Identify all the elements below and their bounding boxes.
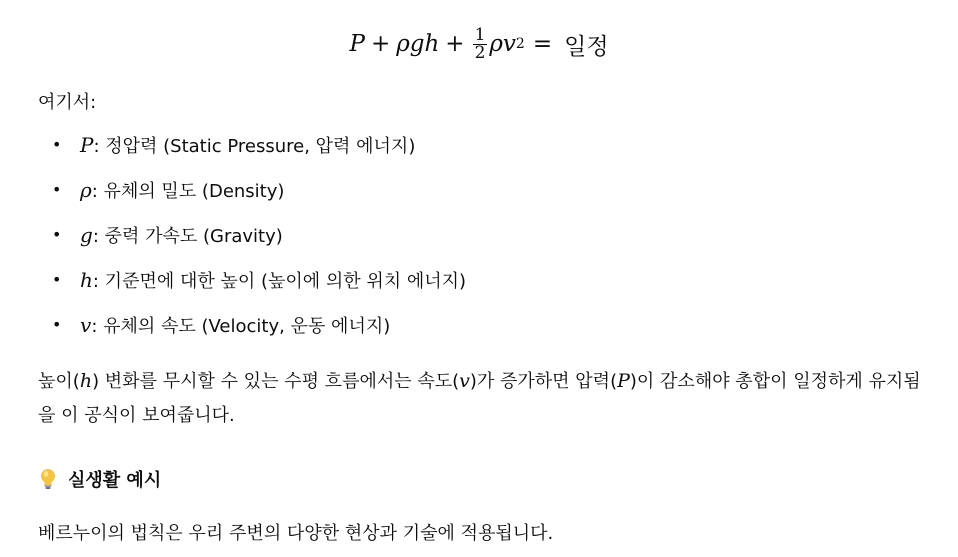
symbol: ρ xyxy=(80,177,92,202)
eq-fraction-numerator: 1 xyxy=(474,24,486,45)
section-title: 실생활 예시 xyxy=(68,470,162,491)
lightbulb-icon xyxy=(38,467,58,491)
paragraph-text: 높이( xyxy=(38,371,80,392)
symbol: v xyxy=(80,312,92,337)
list-item xyxy=(38,302,466,347)
definition-text: : 유체의 속도 (Velocity, 운동 에너지) xyxy=(91,315,391,337)
bernoulli-equation xyxy=(0,16,958,72)
bullet-icon: • xyxy=(52,225,62,244)
section-heading xyxy=(38,466,161,492)
eq-plus-2: + xyxy=(445,31,465,57)
symbol-h: h xyxy=(79,370,93,392)
bullet-icon: • xyxy=(52,315,62,334)
eq-fraction-denominator: 2 xyxy=(474,42,486,63)
symbol-v: v xyxy=(459,370,470,392)
paragraph-text: )이 감소해야 총합이 일정하게 유지됨을 이 공식이 보여줍니다. xyxy=(38,371,921,426)
bullet-icon: • xyxy=(52,135,62,154)
symbol: P xyxy=(80,132,94,157)
eq-exponent: 2 xyxy=(515,36,525,52)
definition-text: : 중력 가속도 (Gravity) xyxy=(92,225,283,247)
definition-text: : 유체의 밀도 (Density) xyxy=(91,180,285,202)
symbol-p: P xyxy=(617,370,630,392)
eq-potential-term: ρgh xyxy=(396,31,440,57)
definition-list xyxy=(38,122,466,347)
explanation-paragraph xyxy=(38,364,928,433)
closing-text: 베르누이의 법칙은 우리 주변의 다양한 현상과 기술에 적용됩니다. xyxy=(38,523,554,544)
bullet-icon: • xyxy=(52,270,62,289)
list-item xyxy=(38,212,466,257)
eq-constant: 일정 xyxy=(564,33,609,60)
eq-fraction xyxy=(473,24,488,63)
paragraph-text: ) 변화를 무시할 수 있는 수평 흐름에서는 속도( xyxy=(92,371,460,392)
eq-plus-1: + xyxy=(370,31,391,57)
list-item xyxy=(38,257,466,302)
intro-text: 여기서: xyxy=(38,92,97,113)
list-item xyxy=(38,122,466,167)
definition-text: : 정압력 (Static Pressure, 압력 에너지) xyxy=(93,135,416,157)
bullet-icon: • xyxy=(52,180,62,199)
definition-text: : 기준면에 대한 높이 (높이에 의한 위치 에너지) xyxy=(92,270,467,292)
eq-pressure: P xyxy=(349,31,365,57)
paragraph-text: )가 증가하면 압력( xyxy=(469,371,618,392)
eq-kinetic-term: ρv xyxy=(489,31,516,57)
symbol: h xyxy=(80,267,93,292)
eq-equals: = xyxy=(532,31,553,57)
symbol: g xyxy=(80,222,93,247)
list-item xyxy=(38,167,466,212)
